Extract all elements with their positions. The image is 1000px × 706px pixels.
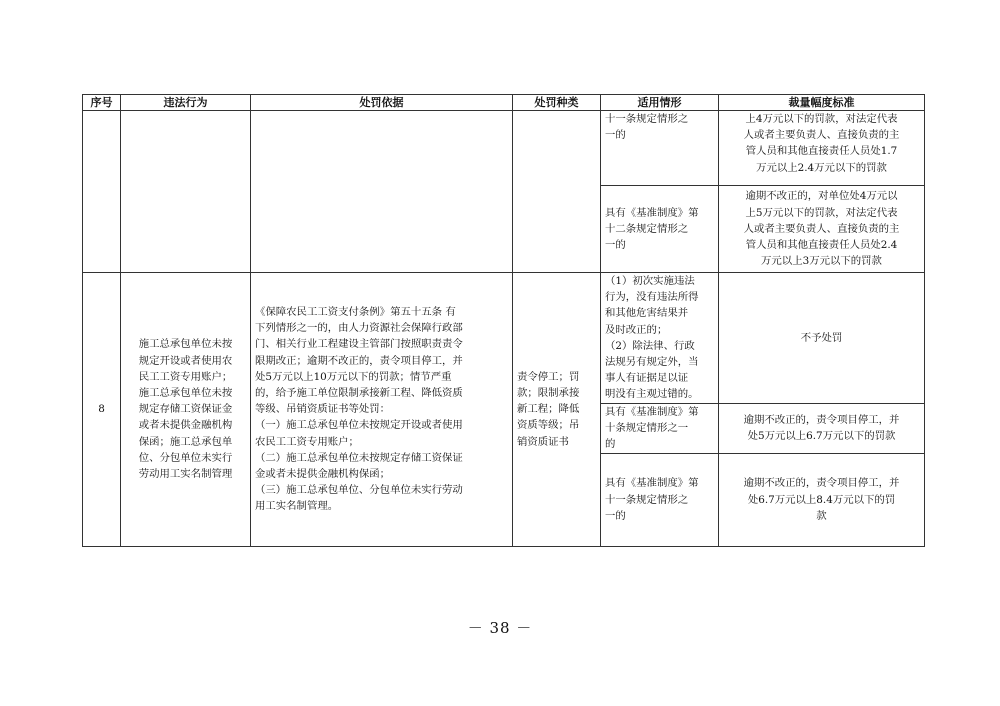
table-row xyxy=(83,273,925,404)
text-line: 一的 xyxy=(605,129,626,142)
basis-cell xyxy=(251,273,513,547)
situation-cell xyxy=(601,453,719,546)
text-line: 处5万元以上10万元以下的罚款；情节严重 xyxy=(255,370,452,383)
text-line: 《保障农民工工资支付条例》第五十五条 有 xyxy=(255,305,456,318)
text-line: 金或者未提供金融机构保函； xyxy=(255,468,391,481)
text-line: 管人员和其他直接责任人员处2.4 xyxy=(745,239,898,252)
text-line: 万元以上3万元以下的罚款 xyxy=(761,255,882,268)
text-line: 款；限制承接 xyxy=(517,387,580,399)
text-line: 下列情形之一的，由人力资源社会保障行政部 xyxy=(255,322,463,335)
text-line: 施工总承包单位未按 xyxy=(138,338,233,351)
text-line: 不予处罚 xyxy=(800,331,843,344)
continued-seq-cell xyxy=(83,111,121,273)
standard-cell xyxy=(719,403,925,453)
situation-cell xyxy=(601,111,719,186)
text-line: 具有《基准制度》第 xyxy=(605,405,699,418)
text-line: 十条规定情形之一 xyxy=(605,422,689,435)
text-line: 人或者主要负责人、直接负责的主 xyxy=(743,222,900,235)
text-line: 明没有主观过错的。 xyxy=(605,388,699,401)
text-line: 十二条规定情形之 xyxy=(605,222,689,235)
text-line: 责令停工；罚 xyxy=(517,370,580,383)
text-line: 处6.7万元以上8.4万元以下的罚 xyxy=(747,493,896,506)
text-line: 款 xyxy=(816,509,827,522)
text-line: 上5万元以下的罚款，对法定代表 xyxy=(745,206,898,219)
text-line: 规定开设或者使用农 xyxy=(138,354,233,367)
text-line: 一的 xyxy=(605,239,626,252)
text-line: 保函；施工总承包单 xyxy=(138,435,233,448)
text-line: 和其他危害结果并 xyxy=(605,307,689,320)
text-line: 销资质证书 xyxy=(517,435,569,448)
text-line: 处5万元以上6.7万元以下的罚款 xyxy=(747,430,896,443)
header-basis: 处罚依据 xyxy=(251,95,513,111)
text-line: 及时改正的； xyxy=(605,323,668,336)
text-line: 位、分包单位未实行 xyxy=(138,451,233,464)
text-line: 用工实名制管理。 xyxy=(255,500,339,513)
violation-cell xyxy=(121,273,251,547)
text-line: 事人有证据足以证 xyxy=(605,372,689,385)
penalty-standards-table xyxy=(82,94,925,547)
situation-cell xyxy=(601,273,719,404)
header-penalty-type: 处罚种类 xyxy=(513,95,601,111)
situation-cell xyxy=(601,403,719,453)
text-line: 逾期不改正的，责令项目停工，并 xyxy=(743,477,900,490)
text-line: （1）初次实施违法 xyxy=(605,275,695,287)
text-line: 管人员和其他直接责任人员处1.7 xyxy=(745,145,898,158)
page-number: － 38 － xyxy=(467,619,533,637)
text-line: 新工程；降低 xyxy=(517,403,580,416)
text-line: 民工工资专用账户； xyxy=(138,370,233,383)
text-line: （三）施工总承包单位、分包单位未实行劳动 xyxy=(255,484,463,497)
table-header-row xyxy=(83,95,925,111)
continued-basis-cell xyxy=(251,111,513,273)
text-line: 具有《基准制度》第 xyxy=(605,477,699,490)
text-line: 规定存储工资保证金 xyxy=(138,403,233,416)
text-line: （二）施工总承包单位未按规定存储工资保证 xyxy=(255,451,463,464)
text-line: 等级、吊销资质证书等处罚： xyxy=(255,403,391,416)
text-line: 的，给予施工单位限制承接新工程、降低资质 xyxy=(255,387,463,399)
standard-cell xyxy=(719,273,925,404)
text-line: （2）除法律、行政 xyxy=(605,339,695,352)
header-situation: 适用情形 xyxy=(601,95,719,111)
text-line: 门、相关行业工程建设主管部门按照职责责令 xyxy=(255,338,463,351)
text-line: 具有《基准制度》第 xyxy=(605,206,699,219)
header-violation: 违法行为 xyxy=(121,95,251,111)
text-line: 一的 xyxy=(605,509,626,522)
text-line: 上4万元以下的罚款，对法定代表 xyxy=(745,113,898,125)
text-line: 行为，没有违法所得 xyxy=(605,291,699,304)
table-row xyxy=(83,111,925,186)
standard-cell xyxy=(719,186,925,273)
seq-cell: 8 xyxy=(83,273,121,547)
text-line: 逾期不改正的，责令项目停工，并 xyxy=(743,413,900,426)
text-line: 劳动用工实名制管理 xyxy=(138,468,233,481)
text-line: 人或者主要负责人、直接负责的主 xyxy=(743,129,900,142)
header-standard: 裁量幅度标准 xyxy=(719,95,925,111)
header-seq: 序号 xyxy=(83,95,121,111)
situation-cell xyxy=(601,186,719,273)
text-line: （一）施工总承包单位未按规定开设或者使用 xyxy=(255,419,463,432)
continued-penalty-cell xyxy=(513,111,601,273)
text-line: 十一条规定情形之 xyxy=(605,493,689,506)
standard-cell xyxy=(719,111,925,186)
text-line: 资质等级；吊 xyxy=(517,419,580,432)
text-line: 十一条规定情形之 xyxy=(605,113,689,125)
continued-violation-cell xyxy=(121,111,251,273)
penalty-type-cell xyxy=(513,273,601,547)
text-line: 限期改正；逾期不改正的，责令项目停工，并 xyxy=(255,354,463,367)
text-line: 万元以上2.4万元以下的罚款 xyxy=(756,161,887,174)
text-line: 或者未提供金融机构 xyxy=(138,419,233,432)
text-line: 的 xyxy=(605,438,616,451)
text-line: 农民工工资专用账户； xyxy=(255,435,359,448)
text-line: 逾期不改正的，对单位处4万元以 xyxy=(745,190,898,203)
text-line: 施工总承包单位未按 xyxy=(138,387,233,399)
standard-cell xyxy=(719,453,925,546)
text-line: 法规另有规定外，当 xyxy=(605,356,699,369)
